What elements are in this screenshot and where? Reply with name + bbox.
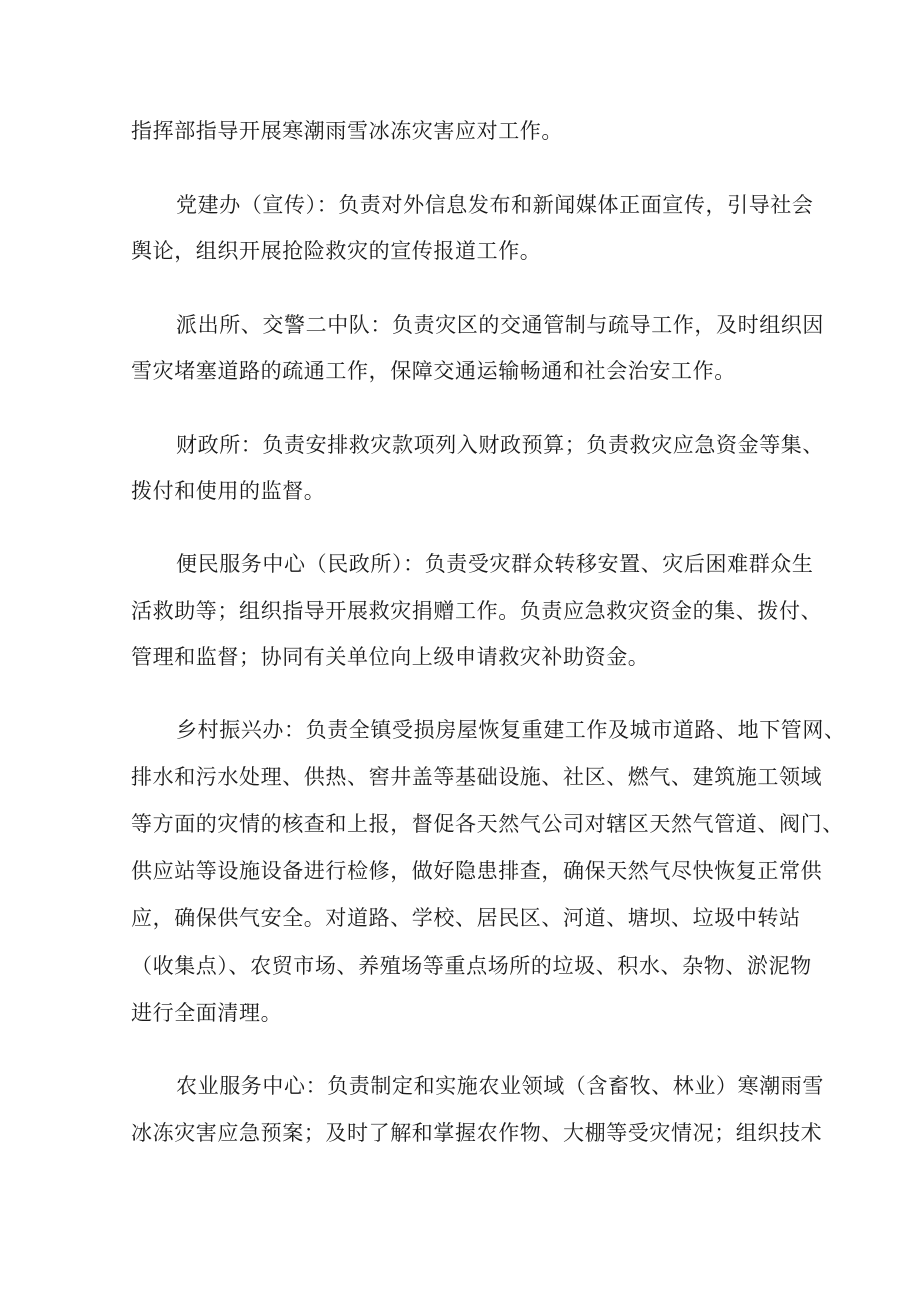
text-line: 派出所、交警二中队：负责灾区的交通管制与疏导工作，及时组织因 [176,313,824,337]
text-line: 应，确保供气安全。对道路、学校、居民区、河道、塘坝、垃圾中转站 [131,906,801,930]
text-line: 排水和污水处理、供热、窖井盖等基础设施、社区、燃气、建筑施工领域 [131,765,823,789]
text-line: 指挥部指导开展寒潮雨雪冰冻灾害应对工作。 [131,119,563,143]
text-line: 进行全面清理。 [131,1001,283,1025]
text-line: 等方面的灾情的核查和上报，督促各天然气公司对辖区天然气管道、阀门、 [131,812,844,836]
text-line: 拨付和使用的监督。 [131,479,326,503]
text-line: 舆论，组织开展抢险救灾的宣传报道工作。 [131,239,542,263]
text-line: 便民服务中心（民政所）：负责受灾群众转移安置、灾后困难群众生 [176,552,814,576]
text-line: 农业服务中心：负责制定和实施农业领域（含畜牧、林业）寒潮雨雪 [176,1074,824,1098]
text-line: 供应站等设施设备进行检修，做好隐患排查，确保天然气尽快恢复正常供 [131,859,823,883]
text-line: 活救助等；组织指导开展救灾捐赠工作。负责应急救灾资金的集、拨付、 [131,599,823,623]
text-line: 财政所：负责安排救灾款项列入财政预算；负责救灾应急资金等集、 [176,433,824,457]
text-line: （收集点）、农贸市场、养殖场等重点场所的垃圾、积水、杂物、淤泥物 [131,954,812,978]
text-line: 冰冻灾害应急预案；及时了解和掌握农作物、大棚等受灾情况；组织技术 [131,1121,823,1145]
text-line: 党建办（宣传）：负责对外信息发布和新闻媒体正面宣传，引导社会 [176,193,814,217]
text-line: 乡村振兴办：负责全镇受损房屋恢复重建工作及城市道路、地下管网、 [176,718,846,742]
text-line: 管理和监督；协同有关单位向上级申请救灾补助资金。 [131,645,650,669]
text-line: 雪灾堵塞道路的疏通工作，保障交通运输畅通和社会治安工作。 [131,359,736,383]
